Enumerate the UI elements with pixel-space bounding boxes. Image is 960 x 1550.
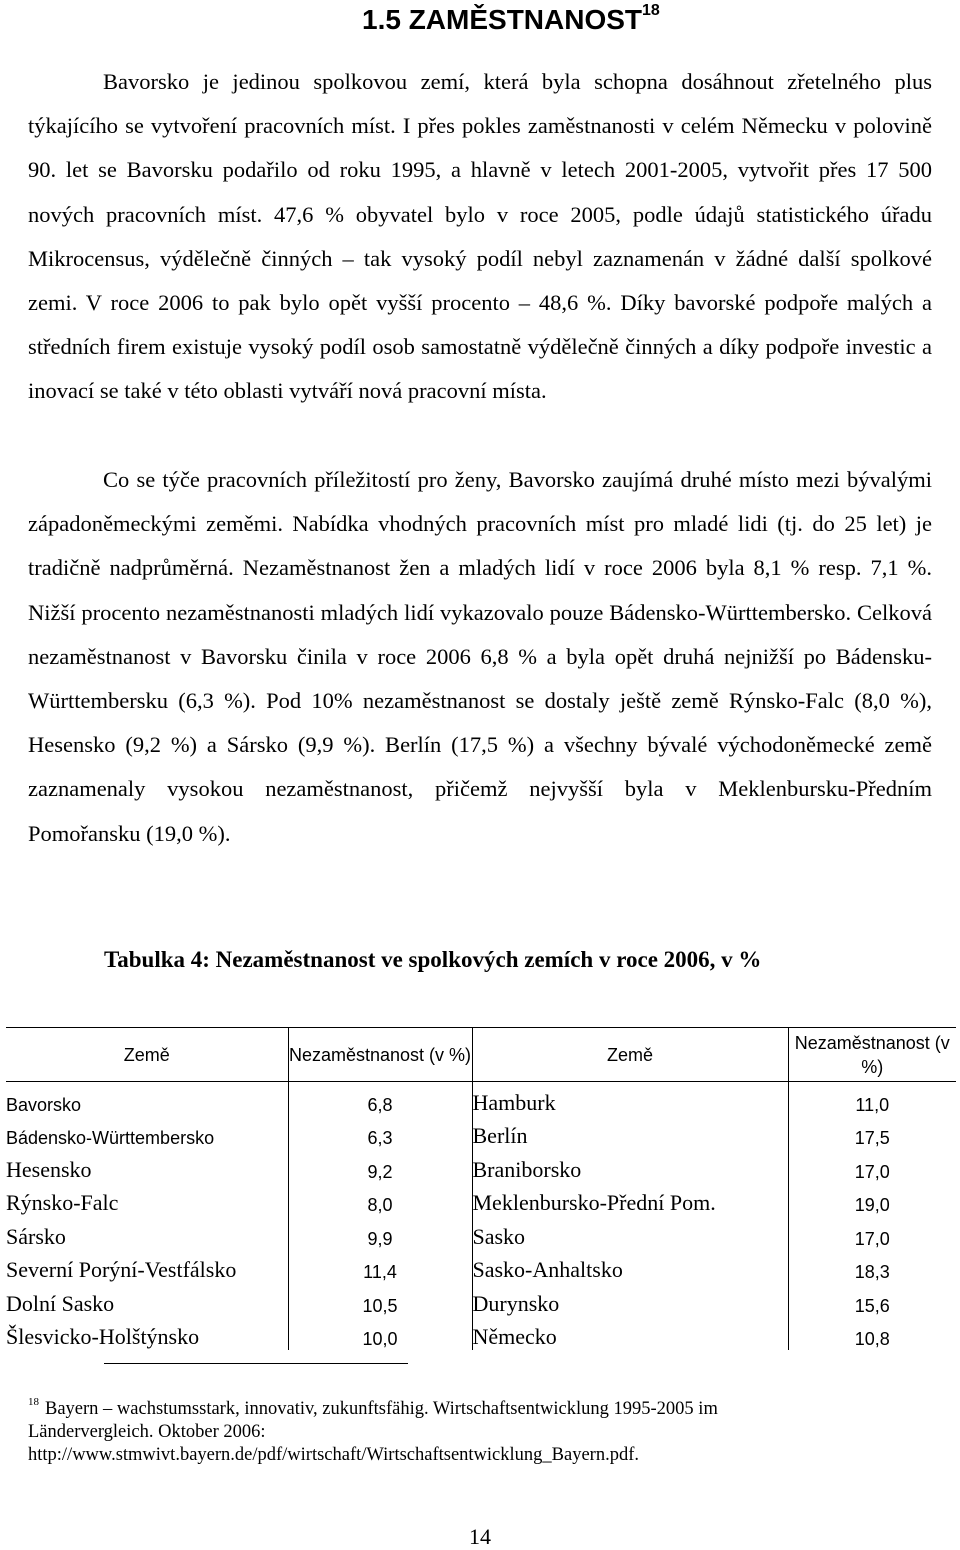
footnote-separator <box>104 1363 408 1364</box>
unemployment-value: 11,4 <box>288 1250 472 1284</box>
paragraph-employment: Bavorsko je jedinou spolkovou zemí, která byla schopna dosáhnout zřetelného plus týkajícího se vytvoření pracovních míst. I přes pokles zaměstnanosti v celém Německu v polovině 90. let se Bavorsku podařilo od roku 1995, a hlavně v letech 2001-2005, vytvořit přes 17 500 nových pracovních míst. 47,6 % obyvatel bylo v roce 2005, podle údajů statistického úřadu Mikrocensus, výdělečně činných – tak vysoký podíl nebyl zaznamenán v žádné další spolkové zemi. V roce 2006 to pak bylo opět vyšší procento – 48,6 %. Díky bavorské podpoře malých a středních firem existuje vysoký podíl osob samostatně výdělečně činných a díky podpoře investic a inovací se také v této oblasti vytváří nová pracovní místa. <box>28 69 932 404</box>
table-row <box>6 1283 956 1317</box>
unemployment-table <box>6 1027 956 1350</box>
state-name: Hamburk <box>472 1082 788 1116</box>
header-rate-left: Nezaměstnanost (v %) <box>288 1028 472 1082</box>
table-row <box>6 1250 956 1284</box>
state-name: Bádensko-Württembersko <box>6 1128 215 1148</box>
table-row <box>6 1116 956 1150</box>
unemployment-value: 11,0 <box>788 1082 956 1116</box>
state-name: Berlín <box>472 1116 788 1150</box>
table-row <box>6 1149 956 1183</box>
footnote-line <box>28 1393 908 1421</box>
header-rate-right: Nezaměstnanost (v %) <box>788 1028 956 1082</box>
state-name: Durynsko <box>472 1283 788 1317</box>
unemployment-value: 10,0 <box>288 1317 472 1351</box>
unemployment-value: 8,0 <box>288 1183 472 1217</box>
state-name: Meklenbursko-Přední Pom. <box>472 1183 788 1217</box>
unemployment-value: 6,3 <box>288 1116 472 1150</box>
state-name: Braniborsko <box>472 1149 788 1183</box>
table-caption: Tabulka 4: Nezaměstnanost ve spolkových zemích v roce 2006, v % <box>104 947 762 972</box>
state-name: Sasko <box>472 1216 788 1250</box>
state-name: Rýnsko-Falc <box>6 1190 119 1215</box>
table-row <box>6 1216 956 1250</box>
table-row <box>6 1183 956 1217</box>
table-row <box>6 1082 956 1116</box>
state-name: Hesensko <box>6 1156 92 1182</box>
table-row <box>6 1317 956 1351</box>
unemployment-value: 17,5 <box>788 1116 956 1150</box>
header-country-left: Země <box>6 1028 288 1082</box>
unemployment-value: 18,3 <box>788 1250 956 1284</box>
section-heading <box>362 1 660 36</box>
state-name: Německo <box>472 1317 788 1351</box>
table-header-row <box>6 1028 956 1082</box>
unemployment-value: 10,5 <box>288 1283 472 1317</box>
header-country-right: Země <box>472 1028 788 1082</box>
section-title: 1.5 ZAMĚSTNANOST <box>362 4 643 35</box>
state-name: Sársko <box>6 1223 66 1249</box>
unemployment-value: 17,0 <box>788 1149 956 1183</box>
footnote-reference[interactable]: 18 <box>642 1 660 19</box>
state-name: Dolní Sasko <box>6 1290 115 1316</box>
footnote-number: 18 <box>28 1396 39 1408</box>
state-name: Severní Porýní-Vestfálsko <box>6 1257 237 1282</box>
unemployment-value: 17,0 <box>788 1216 956 1250</box>
unemployment-value: 19,0 <box>788 1183 956 1217</box>
page-number: 14 <box>469 1524 491 1549</box>
state-name: Sasko-Anhaltsko <box>472 1250 788 1284</box>
paragraph-unemployment: Co se týče pracovních příležitostí pro ženy, Bavorsko zaujímá druhé místo mezi bývalými západoněmeckými zeměmi. Nabídka vhodných pracovních míst pro mladé lidi (tj. do 25 let) je tradičně nadprůměrná. Nezaměstnanost žen a mladých lidí v roce 2006 byla 8,1 % resp. 7,1 %. Nižší procento nezaměstnanosti mladých lidí vykazovalo pouze Bádensko-Württembersko. Celková nezaměstnanost v Bavorsku činila v roce 2006 6,8 % a byla opět druhá nejnižší po Bádensku-Württembersku (6,3 %). Pod 10% nezaměstnanost se dostaly ještě země Rýnsko-Falc (8,0 %), Hesensko (9,2 %) a Sársko (9,9 %). Berlín (17,5 %) a všechny bývalé východoněmecké země zaznamenaly vysokou nezaměstnanost, přičemž nejvyšší byla v Meklenbursku-Předním Pomořansku (19,0 %). <box>28 467 932 846</box>
footnote-line: Ländervergleich. Oktober 2006: <box>28 1422 266 1443</box>
footnote <box>28 1393 908 1467</box>
state-name: Bavorsko <box>6 1094 82 1115</box>
footnote-text: Bayern – wachstumsstark, innovativ, zukunftsfähig. Wirtschaftsentwicklung 1995-2005 im <box>45 1399 718 1420</box>
unemployment-value: 9,2 <box>288 1149 472 1183</box>
unemployment-value: 9,9 <box>288 1216 472 1250</box>
unemployment-value: 6,8 <box>288 1082 472 1116</box>
unemployment-value: 10,8 <box>788 1317 956 1351</box>
state-name: Šlesvicko-Holštýnsko <box>6 1324 200 1349</box>
footnote-link[interactable]: http://www.stmwivt.bayern.de/pdf/wirtschaft/Wirtschaftsentwicklung_Bayern.pdf. <box>28 1445 639 1466</box>
unemployment-value: 15,6 <box>788 1283 956 1317</box>
